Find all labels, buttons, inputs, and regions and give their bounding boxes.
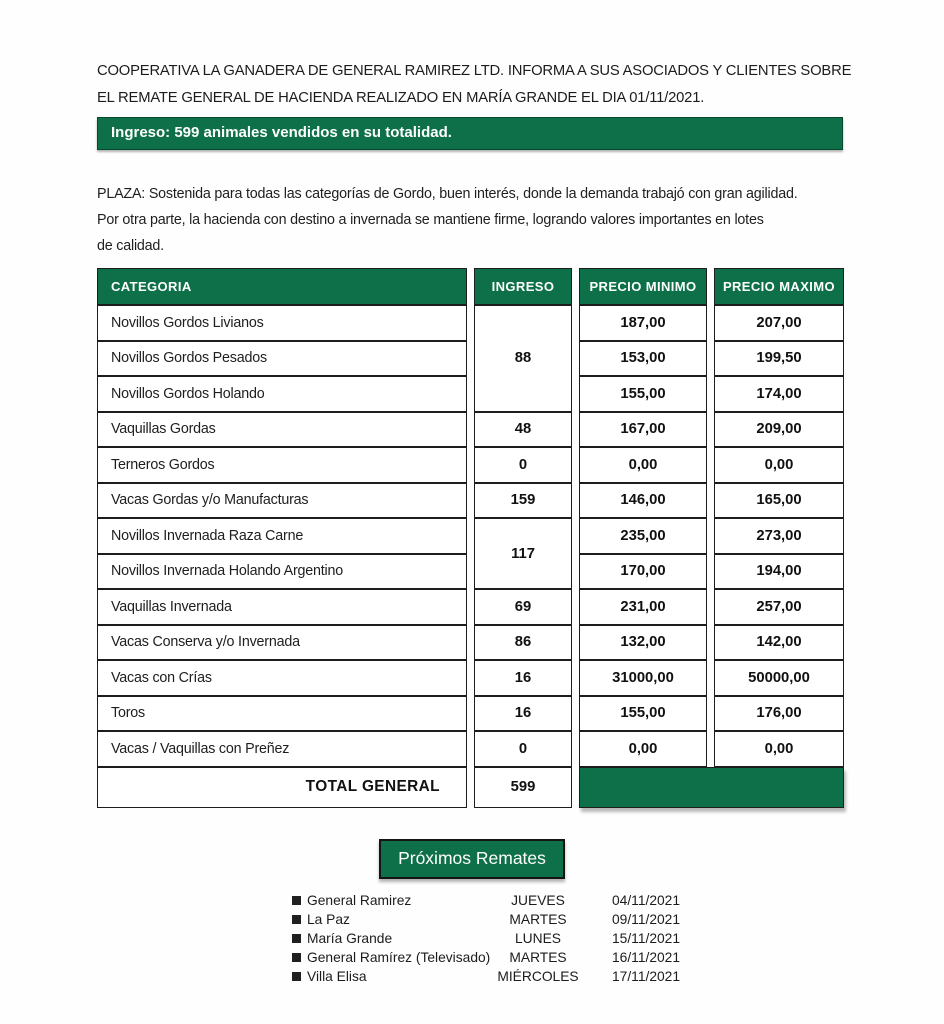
- hacienda-results-table: [90, 268, 851, 808]
- bullet-square-icon: [292, 934, 301, 943]
- ingreso-banner: [97, 117, 843, 150]
- ingreso-cell: 88: [474, 305, 572, 412]
- upcoming-auctions-list: [292, 892, 712, 986]
- precio-minimo-cell: 167,00: [579, 412, 707, 448]
- total-label: TOTAL GENERAL: [97, 767, 467, 808]
- category-cell: Novillos Gordos Pesados: [97, 341, 467, 377]
- list-item: [292, 929, 712, 948]
- table-row: [97, 589, 844, 625]
- list-item: [292, 892, 712, 911]
- day-label: MARTES: [509, 912, 567, 928]
- precio-maximo-cell: 194,00: [714, 554, 844, 590]
- category-cell: Novillos Invernada Holando Argentino: [97, 554, 467, 590]
- category-cell: Vacas / Vaquillas con Preñez: [97, 731, 467, 767]
- precio-maximo-cell: 0,00: [714, 447, 844, 483]
- intro-line: EL REMATE GENERAL DE HACIENDA REALIZADO EN MARÍA GRANDE EL DIA 01/11/2021.: [97, 90, 705, 106]
- category-cell: Terneros Gordos: [97, 447, 467, 483]
- date-label: 16/11/2021: [612, 949, 681, 965]
- precio-minimo-cell: 231,00: [579, 589, 707, 625]
- category-cell: Toros: [97, 696, 467, 732]
- category-cell: Vacas con Crías: [97, 660, 467, 696]
- column-header-ingreso: INGRESO: [474, 268, 572, 305]
- category-cell: Vaquillas Invernada: [97, 589, 467, 625]
- table-row: [97, 412, 844, 448]
- place-label: Villa Elisa: [292, 969, 492, 984]
- ingreso-cell: 16: [474, 696, 572, 732]
- date-label: 17/11/2021: [612, 968, 681, 984]
- table-row: [97, 518, 844, 554]
- precio-minimo-cell: 0,00: [579, 731, 707, 767]
- bullet-square-icon: [292, 972, 301, 981]
- table-row: [97, 625, 844, 661]
- category-cell: Novillos Gordos Livianos: [97, 305, 467, 341]
- ingreso-banner-text: Ingreso: 599 animales vendidos en su totalidad.: [111, 124, 452, 141]
- precio-maximo-cell: 273,00: [714, 518, 844, 554]
- place-label: María Grande: [292, 931, 492, 946]
- precio-maximo-cell: 165,00: [714, 483, 844, 519]
- table-header-row: [97, 268, 844, 305]
- precio-minimo-cell: 155,00: [579, 696, 707, 732]
- precio-maximo-cell: 209,00: [714, 412, 844, 448]
- precio-maximo-cell: 176,00: [714, 696, 844, 732]
- ingreso-cell: 0: [474, 447, 572, 483]
- precio-minimo-cell: 146,00: [579, 483, 707, 519]
- bullet-square-icon: [292, 915, 301, 924]
- bullet-square-icon: [292, 953, 301, 962]
- total-ingreso: 599: [474, 767, 572, 808]
- table-row: [97, 660, 844, 696]
- place-label: General Ramirez: [292, 893, 492, 908]
- table-row: [97, 376, 844, 412]
- category-cell: Novillos Invernada Raza Carne: [97, 518, 467, 554]
- total-green-cell: [579, 767, 844, 808]
- list-item: [292, 967, 712, 986]
- category-cell: Vacas Conserva y/o Invernada: [97, 625, 467, 661]
- precio-minimo-cell: 31000,00: [579, 660, 707, 696]
- precio-maximo-cell: 174,00: [714, 376, 844, 412]
- ingreso-cell: 16: [474, 660, 572, 696]
- precio-maximo-cell: 142,00: [714, 625, 844, 661]
- precio-minimo-cell: 235,00: [579, 518, 707, 554]
- intro-paragraph: [97, 0, 852, 112]
- plaza-line: Por otra parte, la hacienda con destino a invernada se mantiene firme, logrando valores importantes en lotes: [97, 212, 764, 228]
- precio-maximo-cell: 0,00: [714, 731, 844, 767]
- precio-maximo-cell: 257,00: [714, 589, 844, 625]
- table-row: [97, 341, 844, 377]
- date-label: 15/11/2021: [612, 930, 681, 946]
- table-row: [97, 483, 844, 519]
- table-row: [97, 447, 844, 483]
- table-row: [97, 696, 844, 732]
- table-row: [97, 554, 844, 590]
- place-label: La Paz: [292, 912, 492, 927]
- total-row: [97, 767, 844, 808]
- precio-minimo-cell: 187,00: [579, 305, 707, 341]
- category-cell: Vaquillas Gordas: [97, 412, 467, 448]
- date-label: 09/11/2021: [612, 912, 681, 928]
- precio-minimo-cell: 0,00: [579, 447, 707, 483]
- day-label: JUEVES: [511, 893, 565, 909]
- precio-minimo-cell: 132,00: [579, 625, 707, 661]
- plaza-line: PLAZA: Sostenida para todas las categorías de Gordo, buen interés, donde la demanda trabajó con gran agilidad.: [97, 186, 798, 202]
- precio-minimo-cell: 153,00: [579, 341, 707, 377]
- precio-maximo-cell: 207,00: [714, 305, 844, 341]
- column-header-categoria: CATEGORIA: [97, 268, 467, 305]
- ingreso-cell: 69: [474, 589, 572, 625]
- plaza-line: de calidad.: [97, 238, 164, 254]
- proximos-remates-banner: [379, 839, 565, 879]
- intro-line: COOPERATIVA LA GANADERA DE GENERAL RAMIREZ LTD. INFORMA A SUS ASOCIADOS Y CLIENTES SOBRE: [97, 63, 852, 79]
- table-row: [97, 731, 844, 767]
- precio-minimo-cell: 170,00: [579, 554, 707, 590]
- proximos-remates-title: Próximos Remates: [398, 847, 546, 868]
- column-header-precio-maximo: PRECIO MAXIMO: [714, 268, 844, 305]
- category-cell: Novillos Gordos Holando: [97, 376, 467, 412]
- day-label: MARTES: [509, 949, 567, 965]
- ingreso-cell: 117: [474, 518, 572, 589]
- place-label: General Ramírez (Televisado): [292, 950, 492, 965]
- plaza-paragraph: [97, 181, 843, 259]
- day-label: MIÉRCOLES: [497, 968, 579, 984]
- list-item: [292, 910, 712, 929]
- ingreso-cell: 86: [474, 625, 572, 661]
- precio-minimo-cell: 155,00: [579, 376, 707, 412]
- date-label: 04/11/2021: [612, 893, 681, 909]
- table-row: [97, 305, 844, 341]
- precio-maximo-cell: 199,50: [714, 341, 844, 377]
- ingreso-cell: 0: [474, 731, 572, 767]
- column-header-precio-minimo: PRECIO MINIMO: [579, 268, 707, 305]
- bullet-square-icon: [292, 896, 301, 905]
- day-label: LUNES: [514, 930, 561, 946]
- list-item: [292, 948, 712, 967]
- ingreso-cell: 48: [474, 412, 572, 448]
- precio-maximo-cell: 50000,00: [714, 660, 844, 696]
- category-cell: Vacas Gordas y/o Manufacturas: [97, 483, 467, 519]
- ingreso-cell: 159: [474, 483, 572, 519]
